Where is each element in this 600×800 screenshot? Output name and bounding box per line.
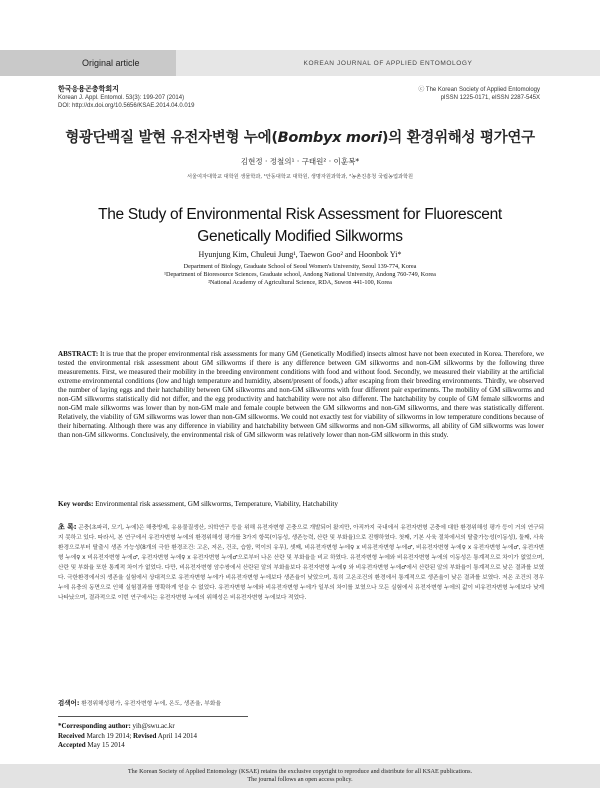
affiliation-2: ¹Department of Bioresource Sciences, Graduate school, Andong National University, Andong 760-749, Korea (164, 271, 436, 279)
keywords-text: Environmental risk assessment, GM silkworms, Temperature, Viability, Hatchability (95, 500, 339, 508)
received-label: Received (58, 731, 85, 740)
footnote-divider (58, 716, 248, 717)
korean-title-part2: )의 환경위해성 평가연구 (381, 130, 535, 146)
corresponding-label: *Corresponding author: (58, 722, 131, 730)
korean-abstract (58, 522, 544, 603)
corresponding-author (58, 722, 197, 732)
footer-bar (0, 764, 600, 788)
journal-doi[interactable]: DOI: http://dx.doi.org/10.5656/KSAE.2014.04.0.019 (58, 103, 195, 109)
society-copyright: ⓒ The Korean Society of Applied Entomology (418, 87, 540, 93)
korean-keywords-text: 환경위해성평가, 유전자변형 누에, 온도, 생존율, 부화율 (81, 701, 222, 707)
journal-korean-name: 한국응용곤충학회지 (58, 86, 119, 93)
korean-keywords-label: 검색어: (58, 699, 80, 707)
korean-keywords (58, 698, 544, 707)
korean-authors: 김현정 · 정철의¹ · 구태원² · 이훈복* (240, 157, 360, 166)
english-title (0, 204, 600, 248)
accepted-label: Accepted (58, 741, 86, 750)
english-affiliations (0, 263, 600, 288)
english-title-line2: Genetically Modified Silkworms (197, 228, 403, 245)
korean-title-species: Bombyx mori (277, 130, 382, 146)
korean-title (0, 126, 600, 147)
revised-label: Revised (133, 731, 157, 740)
header-bar (0, 50, 600, 76)
affiliation-3: ²National Academy of Agricultural Science, RDA, Suwon 441-100, Korea (208, 279, 392, 287)
english-authors: Hyunjung Kim, Chuleui Jung¹, Taewon Goo² and Hoonbok Yi* (198, 250, 402, 259)
korean-title-part1: 형광단백질 발현 유전자변형 누에( (65, 130, 278, 146)
accepted-date: May 15 2014 (87, 741, 125, 750)
footer-copyright: The Korean Society of Applied Entomology (KSAE) retains the exclusive copyright to reproduce and distribute for all KSAE publications. (127, 768, 473, 775)
abstract (58, 350, 544, 440)
issn: pISSN 1225-0171, eISSN 2287-545X (440, 95, 540, 101)
received-date: March 19 2014; (86, 731, 132, 740)
abstract-text: It is true that the proper environmental risk assessments for many GM (Genetically Modified) insects almost have not been executed in Korea. Therefore, we tested the environmental risk assessment about GM silkworms if there is any difference between GM silkworms and non-GM silkworms by the following three measurements. First, we measured their mobility in the breeding environment conditions with food and without food. Secondly, we measured their viability at the artificial extreme environmental conditions (low and high temperature and humidity, absent/present of foods,) after escaping from their breeding environments. Thirdly, we observed the number of laying eggs and their hatchability between GM silkworms and non-GM silkworms with four different pair experiments. The mobility of GM silkworms and non-GM silkworms statistically did not differ, and the egg productivity and hatchability were not also different. The hatchability by couple of GM female silkworms and non-GM male silkworms was lower than by non-GM male and female couple between the GM silkworms and non-GM silkworms, and there was statistically different. Relatively, the viability of GM silkworms was lower than non-GM silkworms. We could not exactly test for viability of silkworms in low temperature conditions because of their hibernating. Although there was any difference in viability and hatchability between GM silkworms and non-GM silkworms, all ability of GM silkworms was lower than non-GM silkworms. Conclusively, the environmental risk of GM silkworm was relatively lower than non-GM silkworm in this study. (58, 350, 544, 440)
footer-open-access: The journal follows an open access policy. (247, 776, 353, 783)
keywords-label: Key words: (58, 500, 94, 508)
corresponding-email[interactable]: yih@swu.ac.kr (132, 722, 175, 730)
korean-abstract-text: 곤충(초파리, 모기, 누에)은 해충방제, 유용물질생산, 의학연구 등을 위해 유전자변형 곤충으로 개발되어 왔지만, 아직까지 국내에서 유전자변형 곤충에 대한 환경위해성 평가 등이 거의 연구되지 못하고 있다. 따라서, 본 연구에서 유전자변형 누에의 환경위해성 평가를 3가지 항목(이동성, 생존능력, 산란 및 부화율)으로 진행하였다. 첫째, 기본 사육 절차에서의 탈출가능성(이동성), 둘째, 사육환경으로부터 탈출시 생존 가능성(8개의 극한 환경조건: 고온, 저온, 건조, 습함, 먹이의 유무), 셋째, 비유전자변형 누에♀ x 비유전자변형 누에♂, 비유전자변형 누에♀ x 유전자변형 누에♂, 유전자변형 누에♀ x 비유전자변형 누에♂, 유전자변형 누에♀ x 유전자변형 누에♂으로부터 나온 산란 및 부화율을 비교 하였다. 유전자변형 누에와 비유전자변형 누에의 이동성은 통계적으로 차이가 없었으며, 산란 및 부화율 또한 통계적 차이가 없었다. 다만, 비유전자변형 암수쌍에서 산란된 알의 부화율보다 유전자변형 누에♀ 와 비유전자변형 누에♂에서 산란된 알의 부화율이 통계적으로 낮은 결과를 보였다. 극한환경에서의 생존율 실험에서 상대적으로 유전자변형 누에가 비유전자변형 누에보다 생존율이 낮았으며, 특히 고온조건의 환경에서 통계적으로 생존율이 낮은 결과를 보였다. 저온 조건의 경우 누에 유충의 동면으로 인해 실험결과를 명확하게 얻을 수 없었다. 유전자변형 누에와 비유전자변형 누에가 일부의 차이를 보였으나 모든 실험에서 유전자변형 누에의 값이 비유전자변형 누에보다 낮게 나타났으며, 결과적으로 이번 연구에서는 유전자변형 누에의 위해성은 비유전자변형 누에보다 적었다. (58, 525, 544, 602)
english-title-line1: The Study of Environmental Risk Assessment for Fluorescent (98, 206, 502, 223)
society-info (418, 86, 540, 102)
received-revised (58, 732, 197, 742)
abstract-label: ABSTRACT: (58, 350, 99, 358)
revised-date: April 14 2014 (157, 731, 198, 740)
korean-abstract-label: 초 록: (58, 523, 77, 531)
journal-citation: Korean J. Appl. Entomol. 53(3): 199-207 (2014) (58, 95, 185, 101)
section-label: Original article (0, 50, 176, 76)
affiliation-1: Department of Biology, Graduate School of Seoul Women's University, Seoul 139-774, Korea (183, 263, 417, 270)
journal-banner: KOREAN JOURNAL OF APPLIED ENTOMOLOGY (176, 50, 600, 76)
footnotes (58, 722, 197, 751)
keywords (58, 500, 544, 508)
korean-affiliations: 서울여자대학교 대학원 생물학과, ¹안동대학교 대학원, 생명자원과학과, ²농촌진흥청 국립농업과학원 (186, 174, 414, 180)
accepted (58, 741, 197, 751)
journal-info (58, 86, 194, 110)
